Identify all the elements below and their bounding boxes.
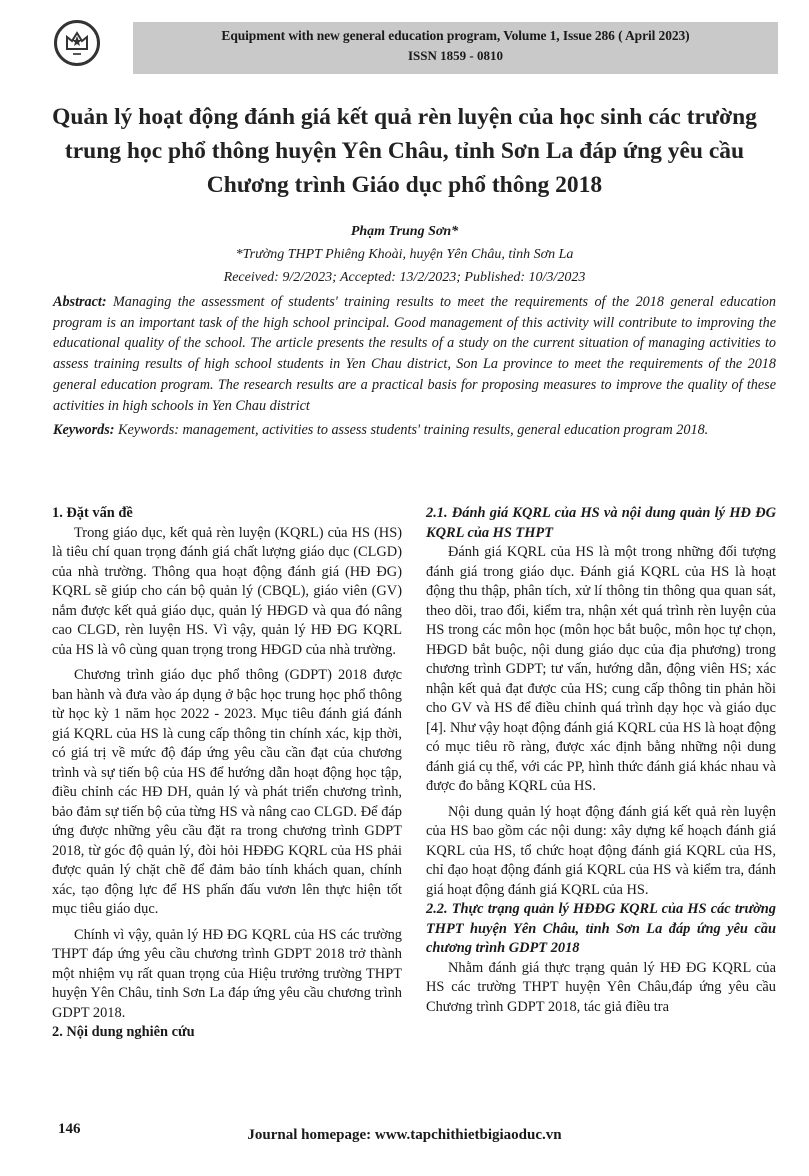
paragraph: Nội dung quản lý hoạt động đánh giá kết quả rèn luyện của HS bao gồm các nội dung: xây dựng kế hoạch đánh giá KQRL của HS, tổ chức hoạt động đánh giá KQRL của HS, chỉ đạo hoạt động đánh giá KQRL của HS và kiểm tra, đánh giá hoạt động đánh giá KQRL của HS.: [426, 803, 776, 898]
abstract: [53, 292, 776, 445]
author-affiliation: *Trường THPT Phiêng Khoài, huyện Yên Châu, tỉnh Sơn La: [235, 247, 574, 262]
abstract-text: Managing the assessment of students' training results to meet the requirements of the 2018 general education program is an important task of the high school principal. Good management of this activity will contribute to improving the educational quality of the school. The article presents the results of a study on the current situation of managing activities to assess training results of high school students in Yen Chau district, Son La province to meet the requirements of the 2018 general education program. The research results are a practical basis for proposing measures to improve the quality of these activities in high schools in Yen Chau district: [53, 294, 776, 414]
paragraph: Trong giáo dục, kết quả rèn luyện (KQRL) của HS (HS) là tiêu chí quan trọng đánh giá chất lượng giáo dục (CLGD) của nhà trường. Thông qua hoạt động đánh giá (HĐ ĐG) KQRL sẽ giúp cho cán bộ quản lý (CBQL), giáo viên (GV) nắm được kết quả giáo dục, quản lý HĐGD và qua đó nâng cao CLGD, rèn luyện HS. Vì vậy, quản lý HĐ ĐG KQRL của HS là vô cùng quan trọng trong HĐGD của nhà trường.: [52, 524, 402, 658]
keywords-text: Keywords: management, activities to assess students' training results, general education program 2018.: [114, 422, 709, 439]
paragraph: Chính vì vậy, quản lý HĐ ĐG KQRL của HS các trường THPT đáp ứng yêu cầu chương trình GDPT 2018 trở thành một nhiệm vụ rất quan trọng của Hiệu trưởng trường THPT huyện Yên Châu, tỉnh Sơn La đáp ứng yêu cầu chương trình GDPT 2018.: [52, 926, 402, 1021]
issn: ISSN 1859 - 0810: [408, 48, 503, 63]
journal-info: Equipment with new general education program, Volume 1, Issue 286 ( April 2023): [221, 28, 690, 43]
paragraph: Chương trình giáo dục phổ thông (GDPT) 2018 được ban hành và đưa vào áp dụng ở bậc học trung học phổ thông từ học kỳ 1 năm học 2022 - 2023. Mục tiêu đánh giá đánh giá KQRL của HS là cung cấp thông tin chính xác, kịp thời, có giá trị về mức độ đáp ứng yêu cầu cần đạt của chương trình và sự tiến bộ của HS để hướng dẫn hoạt động học tập, điều chỉnh các HĐ DH, quản lý và phát triển chương trình, bảo đảm sự tiến bộ của từng HS và nâng cao CLGD. Để đáp ứng được những yêu cầu đặt ra trong chương trình GDPT 2018, từ góc độ quản lý, đòi hỏi HĐĐG KQRL của HS phải được quản lý chặt chẽ để đảm bảo tính khách quan, chính xác, tạo động lực để HS phấn đấu vươn lên thực hiện tốt mục tiêu giáo dục.: [52, 667, 402, 917]
paragraph: Nhằm đánh giá thực trạng quản lý HĐ ĐG KQRL của HS các trường THPT huyện Yên Châu,đáp ứng yêu cầu Chương trình GDPT 2018, tác giả điều tra: [426, 959, 776, 1015]
page-number: 146: [58, 1121, 81, 1137]
left-column: [52, 504, 402, 1043]
subsection-heading: 2.2. Thực trạng quản lý HĐĐG KQRL của HS các trường THPT huyện Yên Châu, tỉnh Sơn La đáp ứng yêu cầu chương trình GDPT 2018: [426, 901, 776, 956]
article-title: Quản lý hoạt động đánh giá kết quả rèn luyện của học sinh các trường trung học phổ thông huyện Yên Châu, tỉnh Sơn La đáp ứng yêu cầu Chương trình Giáo dục phổ thông 2018: [52, 104, 757, 198]
author-block: [0, 220, 809, 289]
article-dates: Received: 9/2/2023; Accepted: 13/2/2023; Published: 10/3/2023: [223, 270, 586, 285]
section-heading: 1. Đặt vấn đề: [52, 505, 133, 521]
subsection-heading: 2.1. Đánh giá KQRL của HS và nội dung quản lý HĐ ĐG KQRL của HS THPT: [426, 505, 776, 541]
journal-logo-icon: [54, 20, 100, 66]
keywords-label: Keywords:: [53, 422, 115, 439]
abstract-label: Abstract:: [53, 294, 107, 310]
author-name: Phạm Trung Sơn*: [350, 224, 459, 239]
journal-header-band: [133, 22, 778, 74]
journal-homepage: Journal homepage: www.tapchithietbigiaoduc.vn: [247, 1127, 562, 1143]
paragraph: Đánh giá KQRL của HS là một trong những đối tượng đánh giá trong giáo dục. Đánh giá KQRL của HS là hoạt động thu thập, phân tích, xử lí thông tin thông qua quan sát, theo dõi, trao đổi, kiểm tra, nhận xét quá trình rèn luyện của HS trong các môn học (môn học bắt buộc, môn học tự chọn, HĐGD bắt buộc, nội dung giáo dục của địa phương) trong chương trình GDPT; tư vấn, hướng dẫn, động viên HS; xác nhận kết quả đạt được của HS; cung cấp thông tin phản hồi cho GV và HS để điều chỉnh quá trình dạy học và giáo dục [4]. Như vậy hoạt động đánh giá KQRL của HS là hoạt động có mục tiêu rõ ràng, được xác định bằng những nội dung đánh giá cụ thể, với các PP, hình thức đánh giá khác nhau và được đo bằng KQRL của HS.: [426, 544, 776, 794]
right-column: [426, 504, 776, 1017]
section-heading: 2. Nội dung nghiên cứu: [52, 1024, 195, 1040]
